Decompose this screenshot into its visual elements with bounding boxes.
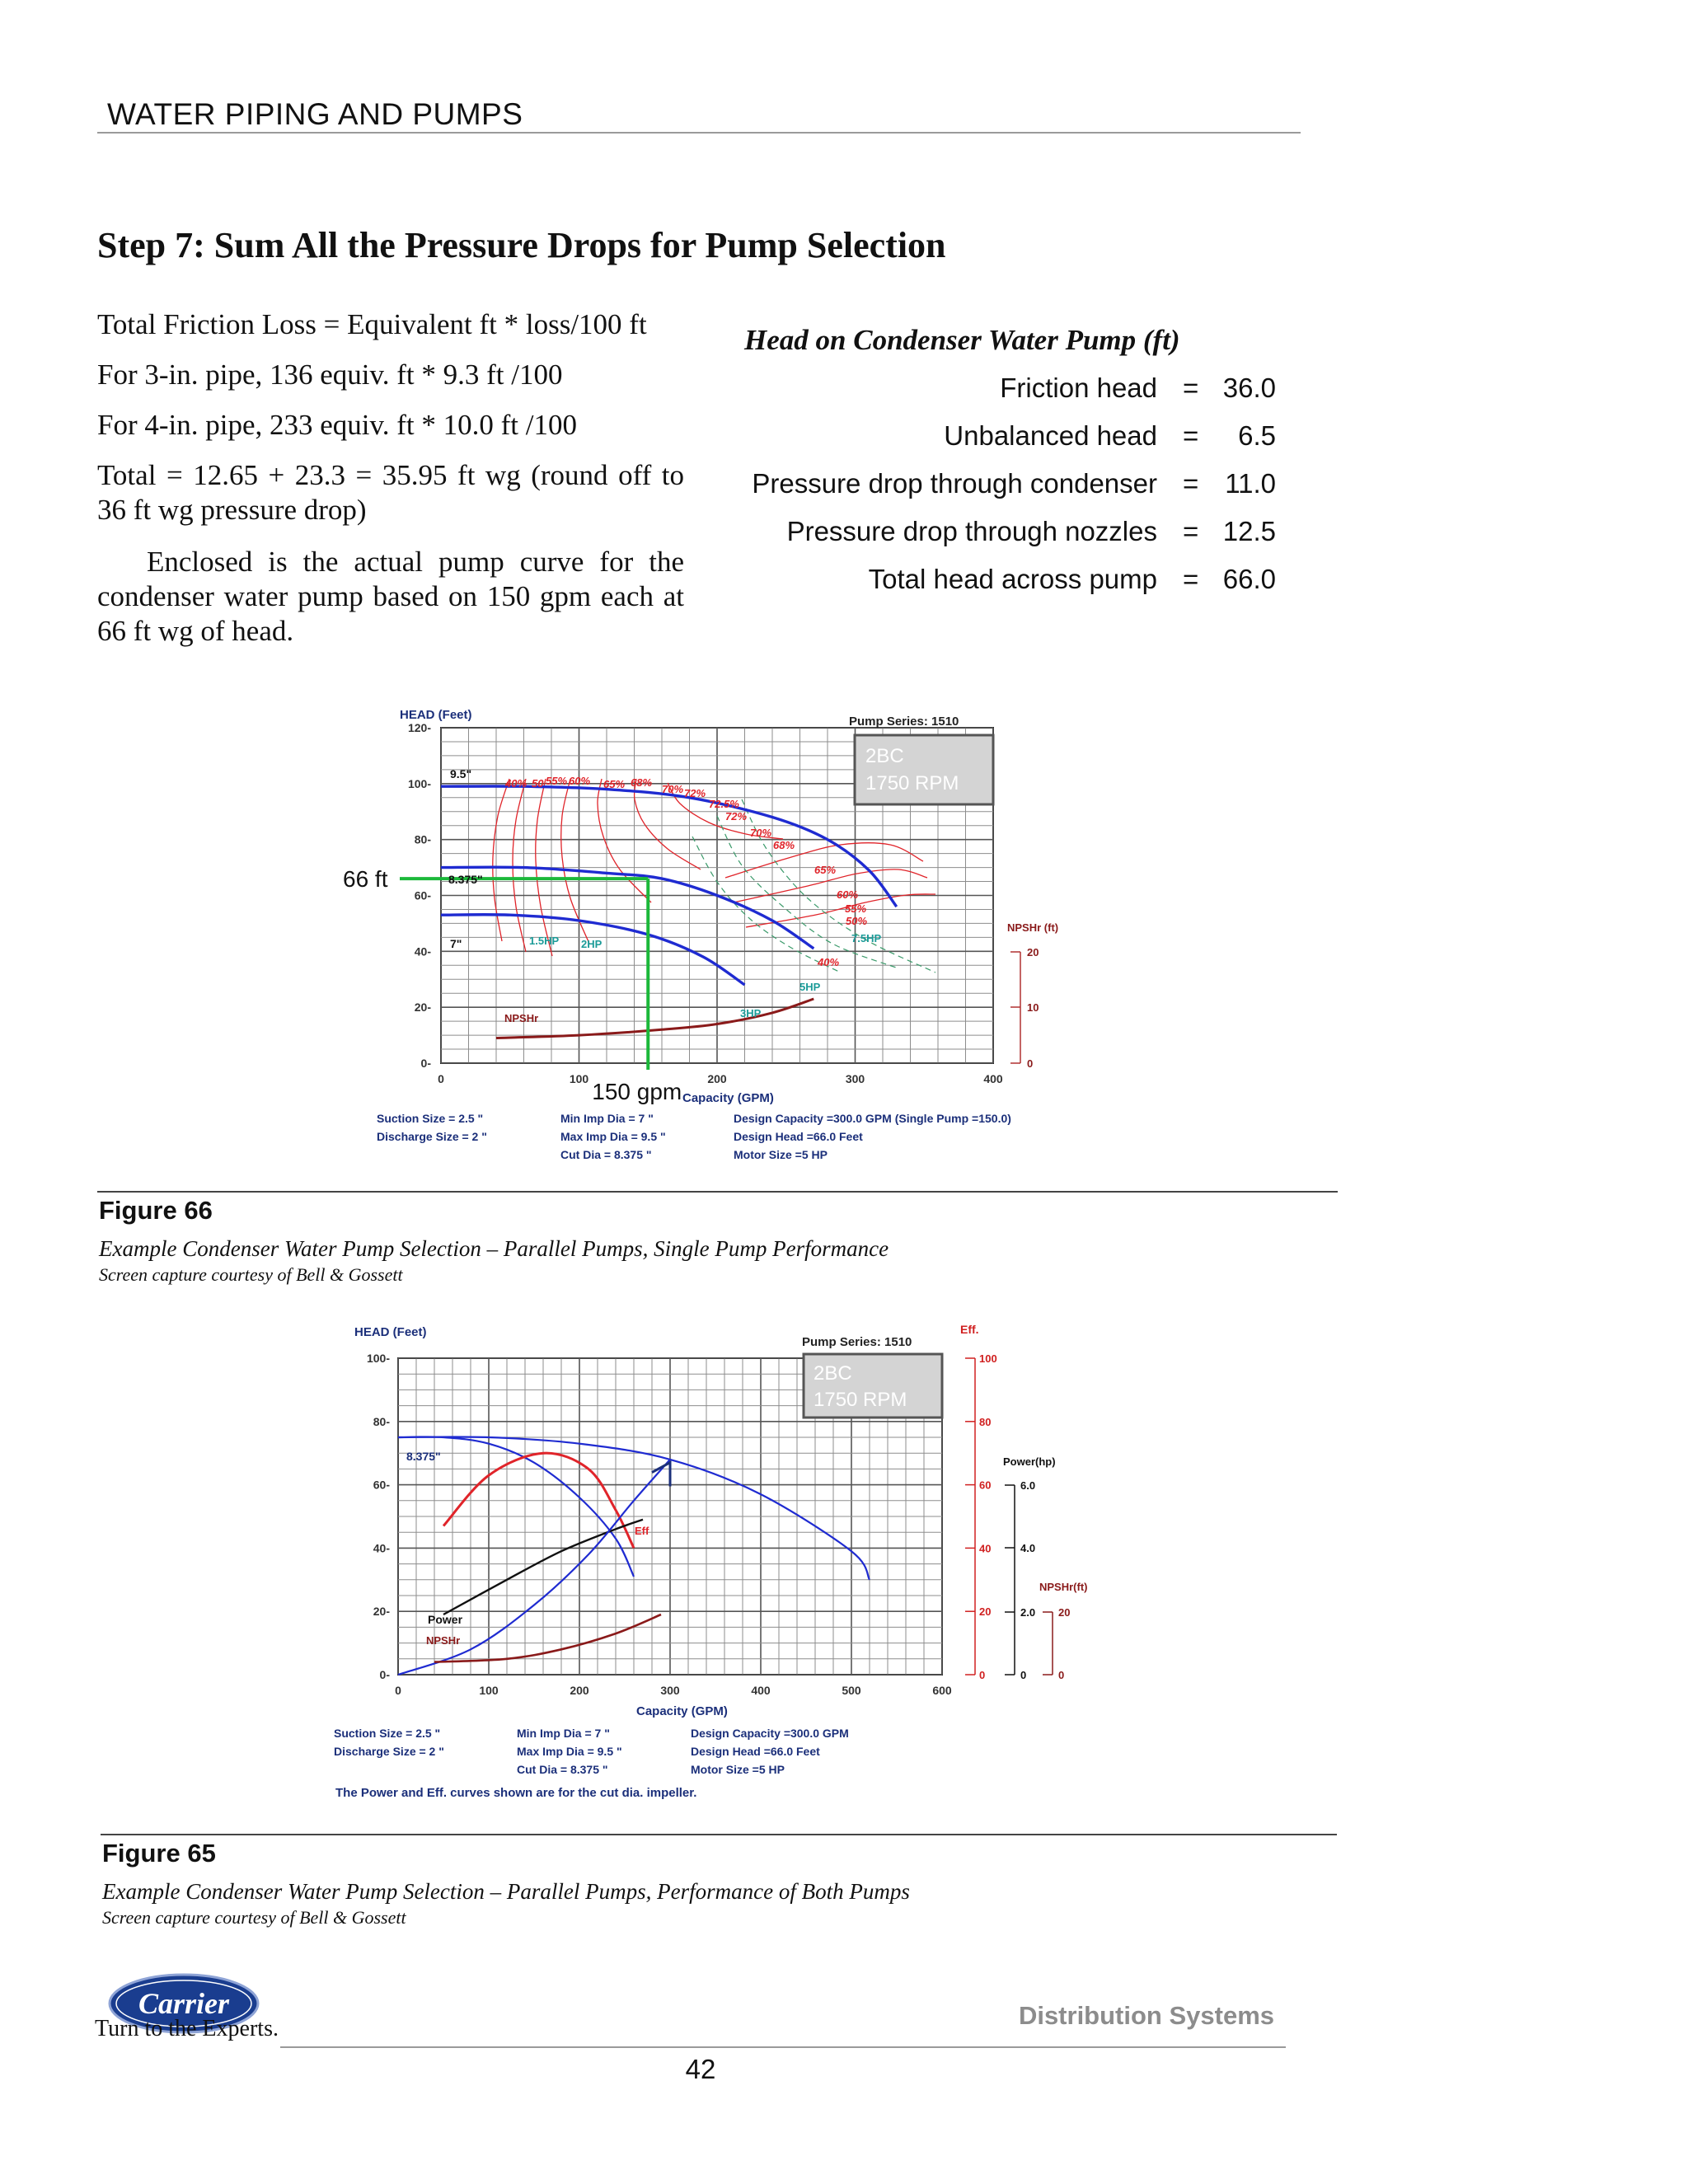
y-tick-label: 60- <box>414 888 431 902</box>
power-axis-tick-label: 6.0 <box>1020 1479 1036 1492</box>
header-rule <box>97 132 1301 134</box>
horsepower-label: 5HP <box>799 981 821 993</box>
row-equals: = <box>1183 420 1199 451</box>
pump-spec: Min Imp Dia = 7 " <box>517 1727 610 1740</box>
pump-spec: Max Imp Dia = 9.5 " <box>517 1745 622 1758</box>
row-label: Friction head <box>1000 373 1157 403</box>
pump-spec: Suction Size = 2.5 " <box>334 1727 441 1740</box>
pump-spec: Design Head =66.0 Feet <box>691 1745 820 1758</box>
figure-rule <box>101 1834 1337 1835</box>
power-curve-label: Power <box>428 1613 463 1626</box>
pump-spec: Discharge Size = 2 " <box>334 1745 444 1758</box>
x-axis-label: Capacity (GPM) <box>682 1091 774 1105</box>
npsh-axis-tick-label: 0 <box>1027 1057 1034 1070</box>
figure-credit: Screen capture courtesy of Bell & Gossett <box>102 1907 406 1928</box>
figure-credit: Screen capture courtesy of Bell & Gossett <box>99 1264 403 1285</box>
head-table-row <box>725 564 1286 600</box>
row-label: Total head across pump <box>868 564 1157 594</box>
pump-spec: Motor Size =5 HP <box>691 1763 785 1776</box>
footer-section: Distribution Systems <box>1018 2001 1274 2030</box>
impeller-label: 7" <box>450 937 462 950</box>
x-tick-label: 100 <box>479 1684 499 1697</box>
row-value: 36.0 <box>1222 373 1276 403</box>
model-label: 2BC <box>865 745 904 767</box>
footer-tagline: Turn to the Experts. <box>95 2016 279 2041</box>
running-header: WATER PIPING AND PUMPS <box>107 97 523 131</box>
efficiency-label: 55% <box>546 775 568 787</box>
npsh-axis-tick-label: 20 <box>1027 946 1039 958</box>
efficiency-label: 72.5% <box>709 798 739 810</box>
pump-curve-chart-single <box>330 701 1121 1179</box>
y-tick-label: 20- <box>414 1001 431 1015</box>
chart-note: The Power and Eff. curves shown are for the cut dia. impeller. <box>335 1786 697 1800</box>
row-equals: = <box>1183 516 1199 546</box>
row-label: Pressure drop through nozzles <box>786 516 1157 546</box>
chart2-grid <box>398 1354 1053 1675</box>
head-table-row <box>725 420 1286 457</box>
y-tick-label: 0- <box>420 1057 431 1070</box>
row-value: 11.0 <box>1225 468 1276 499</box>
head-table-row <box>725 516 1286 552</box>
pump-curve-chart-parallel <box>326 1319 1133 1817</box>
efficiency-label: 70% <box>750 827 772 839</box>
y-tick-label: 80- <box>373 1414 390 1428</box>
horsepower-label: 2HP <box>581 938 603 950</box>
page-number: 42 <box>685 2054 716 2084</box>
x-tick-label: 400 <box>983 1072 1003 1085</box>
npsh-label: NPSHr <box>504 1012 539 1024</box>
formula-total: Total = 12.65 + 23.3 = 35.95 ft wg (round off to 36 ft wg pressure drop) <box>97 459 684 526</box>
pump-spec: Design Head =66.0 Feet <box>734 1130 863 1143</box>
efficiency-label: 72% <box>684 787 706 799</box>
figure-caption: Example Condenser Water Pump Selection – Parallel Pumps, Single Pump Performance <box>99 1236 889 1261</box>
npsh-axis-tick-label: 20 <box>1058 1606 1071 1619</box>
operating-head-label: 66 ft <box>343 866 388 893</box>
row-equals: = <box>1183 468 1199 499</box>
eff-axis-tick-label: 20 <box>979 1605 992 1619</box>
horsepower-label: 1.5HP <box>529 935 560 947</box>
figure-caption: Example Condenser Water Pump Selection – Parallel Pumps, Performance of Both Pumps <box>102 1879 910 1904</box>
x-axis-label: Capacity (GPM) <box>636 1704 728 1718</box>
efficiency-label: 55% <box>845 902 867 915</box>
x-tick-label: 300 <box>660 1684 680 1697</box>
row-label: Unbalanced head <box>944 420 1157 451</box>
pump-spec: Max Imp Dia = 9.5 " <box>560 1130 666 1143</box>
eff-axis-label: Eff. <box>960 1323 979 1336</box>
y-tick-label: 80- <box>414 832 431 846</box>
y-axis-label: HEAD (Feet) <box>354 1325 427 1339</box>
npsh-axis-tick-label: 10 <box>1027 1001 1039 1014</box>
head-table-title: Head on Condenser Water Pump (ft) <box>744 324 1180 356</box>
x-tick-label: 200 <box>707 1072 727 1085</box>
efficiency-label: 72% <box>725 810 748 823</box>
efficiency-label: 60% <box>837 888 859 901</box>
power-axis-tick-label: 0 <box>1020 1669 1027 1681</box>
y-tick-label: 0- <box>379 1668 390 1681</box>
y-tick-label: 100- <box>366 1352 390 1365</box>
efficiency-label: 70% <box>662 783 684 795</box>
power-axis-tick-label: 2.0 <box>1020 1606 1036 1619</box>
figure-label: Figure 65 <box>102 1839 216 1868</box>
x-tick-label: 100 <box>569 1072 589 1085</box>
head-table-row <box>725 468 1286 504</box>
y-tick-label: 100- <box>407 776 431 790</box>
eff-curve-label: Eff <box>635 1525 649 1537</box>
body-paragraph: Enclosed is the actual pump curve for the condenser water pump based on 150 gpm each at 66 ft wg of head. <box>97 546 684 647</box>
head-table-row <box>725 373 1286 409</box>
row-value: 6.5 <box>1238 420 1276 451</box>
y-axis-label: HEAD (Feet) <box>400 708 472 722</box>
y-tick-label: 20- <box>373 1605 390 1619</box>
speed-label: 1750 RPM <box>865 772 959 794</box>
pump-series-label: Pump Series: 1510 <box>802 1335 912 1349</box>
eff-axis-tick-label: 80 <box>979 1415 992 1428</box>
efficiency-label: 68% <box>631 776 653 789</box>
pump-spec: Cut Dia = 8.375 " <box>517 1763 608 1776</box>
formula-line: For 4-in. pipe, 233 equiv. ft * 10.0 ft /100 <box>97 409 577 441</box>
pump-spec: Motor Size =5 HP <box>734 1148 828 1161</box>
efficiency-label: 68% <box>773 839 795 851</box>
y-tick-label: 40- <box>414 944 431 958</box>
efficiency-label: 40% <box>818 956 840 968</box>
x-tick-label: 0 <box>395 1684 401 1697</box>
impeller-label: 8.375" <box>406 1450 441 1463</box>
pump-spec: Cut Dia = 8.375 " <box>560 1148 652 1161</box>
speed-label: 1750 RPM <box>814 1389 907 1411</box>
x-tick-label: 400 <box>751 1684 771 1697</box>
row-value: 66.0 <box>1222 564 1276 594</box>
operating-flow-label: 150 gpm <box>592 1079 682 1104</box>
pump-spec: Min Imp Dia = 7 " <box>560 1112 654 1125</box>
row-equals: = <box>1183 564 1199 594</box>
x-tick-label: 200 <box>570 1684 589 1697</box>
efficiency-label: 50 <box>532 777 544 790</box>
x-tick-label: 300 <box>845 1072 865 1085</box>
horsepower-label: 3HP <box>740 1007 762 1019</box>
x-tick-label: 600 <box>932 1684 952 1697</box>
efficiency-label: 65% <box>603 778 626 790</box>
npsh-axis-label: NPSHr (ft) <box>1007 921 1059 934</box>
impeller-label: 8.375" <box>448 873 483 886</box>
pump-spec: Suction Size = 2.5 " <box>377 1112 484 1125</box>
row-value: 12.5 <box>1222 516 1276 546</box>
pump-spec: Design Capacity =300.0 GPM <box>691 1727 849 1740</box>
eff-axis-tick-label: 40 <box>979 1542 992 1555</box>
footer-rule <box>280 2046 1286 2048</box>
row-equals: = <box>1183 373 1199 403</box>
figure-label: Figure 66 <box>99 1196 213 1225</box>
formula-line: For 3-in. pipe, 136 equiv. ft * 9.3 ft /100 <box>97 359 563 391</box>
power-axis-tick-label: 4.0 <box>1020 1542 1036 1554</box>
pump-spec: Discharge Size = 2 " <box>377 1130 487 1143</box>
npsh-axis-tick-label: 0 <box>1058 1669 1065 1681</box>
y-tick-label: 60- <box>373 1478 390 1492</box>
eff-axis-tick-label: 0 <box>979 1669 986 1681</box>
efficiency-label: 60% <box>569 775 591 787</box>
efficiency-label: 50% <box>846 915 868 927</box>
section-heading: Step 7: Sum All the Pressure Drops for Pump Selection <box>97 225 946 265</box>
y-tick-label: 120- <box>407 721 431 734</box>
pump-spec: Design Capacity =300.0 GPM (Single Pump =150.0) <box>734 1112 1011 1125</box>
eff-axis-tick-label: 60 <box>979 1479 992 1492</box>
figure-rule <box>97 1191 1338 1193</box>
npsh-axis-label: NPSHr(ft) <box>1039 1581 1088 1593</box>
model-label: 2BC <box>814 1362 852 1385</box>
y-tick-label: 40- <box>373 1541 390 1555</box>
pump-series-label: Pump Series: 1510 <box>849 715 959 729</box>
logo-text: Carrier <box>138 1987 230 2020</box>
formula-line: Total Friction Loss = Equivalent ft * loss/100 ft <box>97 308 647 340</box>
efficiency-label: 40% <box>505 777 528 790</box>
npsh-curve-label: NPSHr <box>426 1634 461 1647</box>
row-label: Pressure drop through condenser <box>752 468 1157 499</box>
eff-axis-tick-label: 100 <box>979 1352 997 1365</box>
x-tick-label: 0 <box>438 1072 444 1085</box>
horsepower-label: 7.5HP <box>851 932 882 944</box>
impeller-label: 9.5" <box>450 767 472 780</box>
x-tick-label: 500 <box>842 1684 861 1697</box>
efficiency-label: 65% <box>814 864 837 876</box>
power-axis-label: Power(hp) <box>1003 1455 1056 1468</box>
